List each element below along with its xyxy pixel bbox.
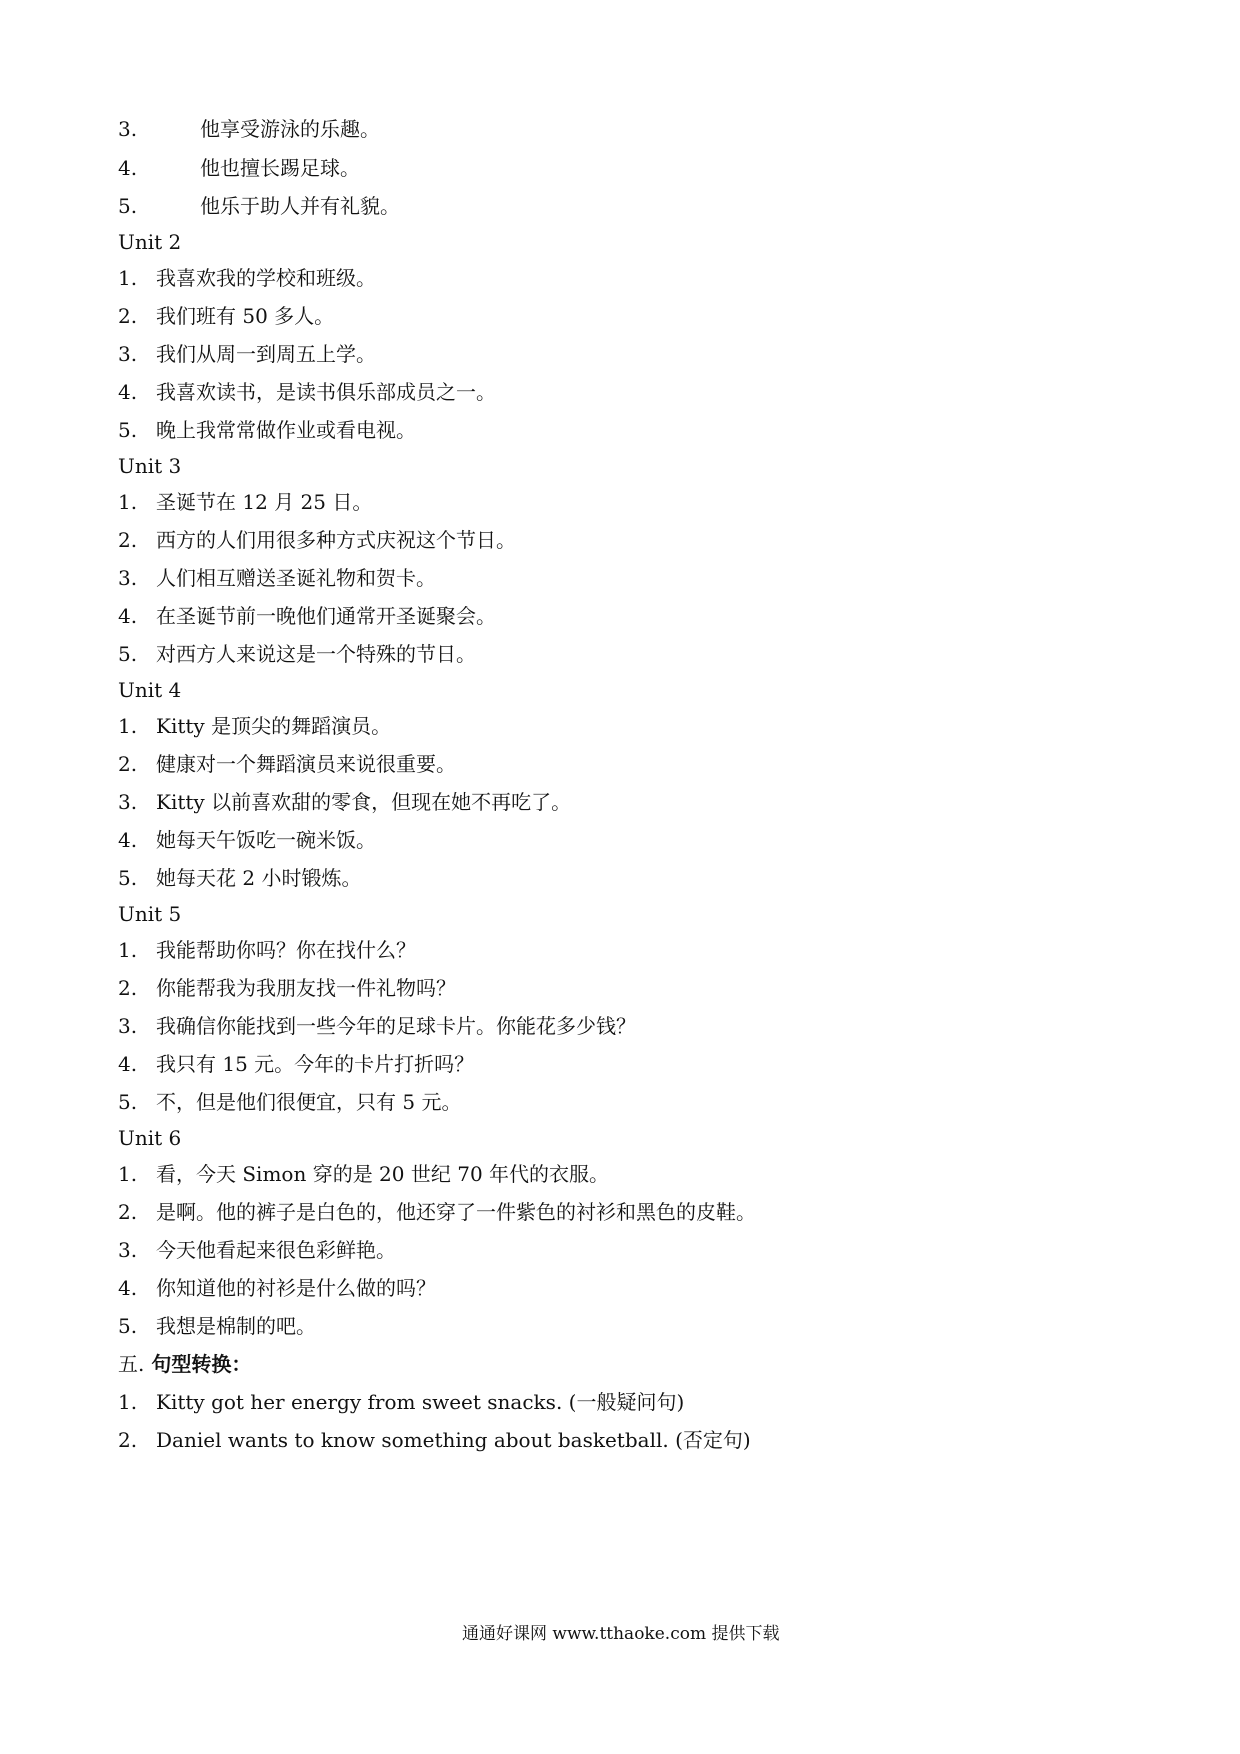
item-text: Kitty 以前喜欢甜的零食，但现在她不再吃了。 (156, 790, 572, 814)
item-text: 我想是棉制的吧。 (156, 1314, 316, 1338)
item-text: 我喜欢读书，是读书俱乐部成员之一。 (156, 380, 496, 404)
item-text: 我喜欢我的学校和班级。 (156, 266, 376, 290)
item-number: 1. (118, 1390, 138, 1414)
list-item (118, 527, 516, 553)
item-text: 西方的人们用很多种方式庆祝这个节日。 (156, 528, 516, 552)
item-number: 3. (118, 566, 138, 590)
list-item (118, 641, 476, 667)
unit-heading: Unit 6 (118, 1126, 182, 1150)
list-item (118, 1089, 461, 1115)
item-text: 人们相互赠送圣诞礼物和贺卡。 (156, 566, 436, 590)
item-text: 圣诞节在 12 月 25 日。 (156, 490, 373, 514)
list-item (118, 603, 496, 629)
item-number: 5. (118, 866, 138, 890)
item-number: 1. (118, 1162, 138, 1186)
list-item (118, 341, 376, 367)
item-text: 看，今天 Simon 穿的是 20 世纪 70 年代的衣服。 (156, 1162, 610, 1186)
list-item (118, 1237, 396, 1263)
list-item (118, 379, 496, 405)
list-item (118, 489, 372, 515)
item-number: 2. (118, 528, 138, 552)
item-number: 3. (118, 342, 138, 366)
item-text: 我只有 15 元。今年的卡片打折吗？ (156, 1052, 475, 1076)
item-text: 他享受游泳的乐趣。 (200, 117, 380, 141)
item-text: 今天他看起来很色彩鲜艳。 (156, 1238, 396, 1262)
item-number: 2. (118, 1428, 138, 1452)
item-text: 是啊。他的裤子是白色的，他还穿了一件紫色的衬衫和黑色的皮鞋。 (156, 1200, 756, 1224)
list-item (118, 1051, 474, 1077)
item-text: 你能帮我为我朋友找一件礼物吗？ (156, 976, 456, 1000)
list-item (118, 1389, 684, 1415)
item-text: 在圣诞节前一晚他们通常开圣诞聚会。 (156, 604, 496, 628)
list-item (118, 155, 360, 181)
item-text: Daniel wants to know something about basketball. (否定句) (156, 1428, 751, 1452)
page-footer: 通通好课网 www.tthaoke.com 提供下载 (462, 1624, 780, 1644)
list-item (118, 789, 571, 815)
item-text: 晚上我常常做作业或看电视。 (156, 418, 416, 442)
item-text: 她每天花 2 小时锻炼。 (156, 866, 362, 890)
list-item (118, 751, 456, 777)
item-number: 4. (118, 380, 138, 404)
section-heading (118, 1351, 251, 1377)
item-number: 3. (118, 1014, 138, 1038)
list-item (118, 565, 436, 591)
item-number: 1. (118, 714, 138, 738)
unit-heading: Unit 3 (118, 454, 182, 478)
item-number: 2. (118, 752, 138, 776)
item-text: 我们从周一到周五上学。 (156, 342, 376, 366)
item-text: 我们班有 50 多人。 (156, 304, 335, 328)
list-item (118, 865, 361, 891)
list-item (118, 1313, 316, 1339)
item-number: 4. (118, 1052, 138, 1076)
item-text: 他也擅长踢足球。 (200, 156, 360, 180)
item-number: 5. (118, 1090, 138, 1114)
item-number: 3. (118, 117, 138, 141)
item-number: 2. (118, 976, 138, 1000)
section-number: 五. (118, 1352, 145, 1376)
list-item (118, 1161, 609, 1187)
item-number: 3. (118, 1238, 138, 1262)
list-item (118, 713, 391, 739)
list-item (118, 1427, 751, 1453)
list-item (118, 265, 376, 291)
section-title: 句型转换： (151, 1352, 252, 1376)
list-item (118, 1199, 756, 1225)
item-text: 你知道他的衬衫是什么做的吗？ (156, 1276, 436, 1300)
list-item (118, 303, 334, 329)
list-item (118, 1275, 436, 1301)
item-number: 2. (118, 304, 138, 328)
item-text: 他乐于助人并有礼貌。 (200, 194, 400, 218)
item-number: 5. (118, 642, 138, 666)
unit-heading: Unit 5 (118, 902, 182, 926)
list-item (118, 193, 400, 219)
list-item (118, 937, 416, 963)
item-text: Kitty got her energy from sweet snacks. (一般疑问句) (156, 1390, 685, 1414)
unit-heading: Unit 2 (118, 230, 182, 254)
item-text: 我能帮助你吗？你在找什么？ (156, 938, 416, 962)
item-text: Kitty 是顶尖的舞蹈演员。 (156, 714, 392, 738)
item-text: 不，但是他们很便宜，只有 5 元。 (156, 1090, 462, 1114)
item-number: 1. (118, 490, 138, 514)
item-number: 5. (118, 194, 138, 218)
item-number: 4. (118, 828, 138, 852)
item-text: 健康对一个舞蹈演员来说很重要。 (156, 752, 456, 776)
item-number: 4. (118, 1276, 138, 1300)
item-number: 4. (118, 604, 138, 628)
list-item (118, 1013, 636, 1039)
item-number: 5. (118, 1314, 138, 1338)
item-number: 1. (118, 938, 138, 962)
item-number: 4. (118, 156, 138, 180)
list-item (118, 417, 416, 443)
list-item (118, 975, 456, 1001)
item-number: 3. (118, 790, 138, 814)
item-number: 1. (118, 266, 138, 290)
list-item (118, 827, 376, 853)
item-number: 2. (118, 1200, 138, 1224)
item-text: 我确信你能找到一些今年的足球卡片。你能花多少钱？ (156, 1014, 636, 1038)
item-text: 对西方人来说这是一个特殊的节日。 (156, 642, 476, 666)
unit-heading: Unit 4 (118, 678, 182, 702)
item-text: 她每天午饭吃一碗米饭。 (156, 828, 376, 852)
list-item (118, 116, 380, 142)
item-number: 5. (118, 418, 138, 442)
